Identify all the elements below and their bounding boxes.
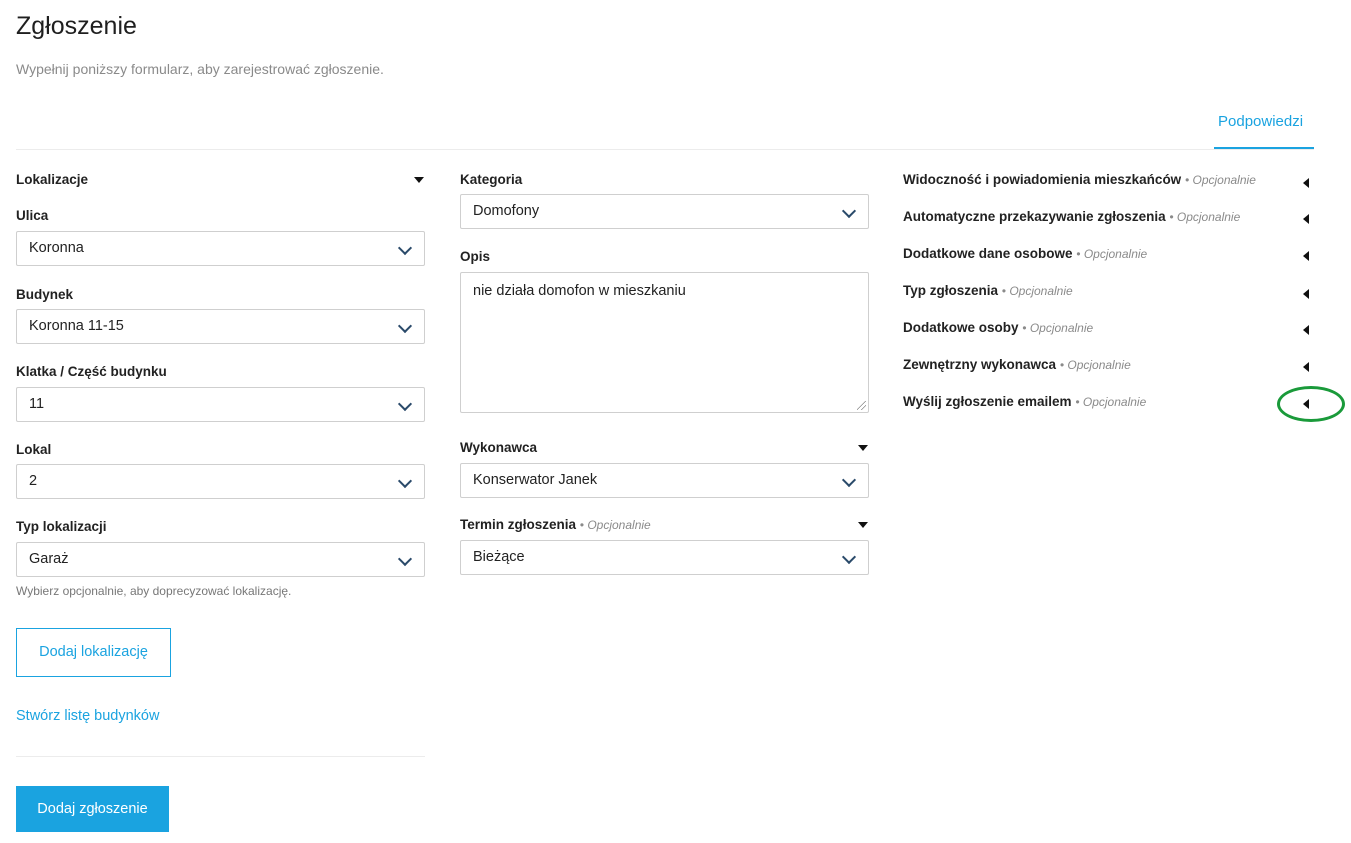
deadline-value: Bieżące [473,549,525,565]
locations-collapse-icon[interactable] [414,177,424,183]
street-select[interactable] [16,231,425,266]
chevron-down-icon [398,241,412,255]
expand-caret-icon[interactable] [1303,251,1309,261]
deadline-collapse-icon[interactable] [858,522,868,528]
expand-caret-icon[interactable] [1303,325,1309,335]
expand-caret-icon[interactable] [1303,362,1309,372]
section-label: Automatyczne przekazywanie zgłoszenia [903,209,1166,224]
unit-select[interactable] [16,464,425,499]
optional-tag: • Opcjonalnie [1184,173,1256,187]
building-value: Koronna 11-15 [29,318,124,334]
create-building-list-link[interactable]: Stwórz listę budynków [16,708,160,724]
section-additional-personal-data[interactable] [903,246,1147,261]
location-type-hint: Wybierz opcjonalnie, aby doprecyzować lokalizację. [16,584,292,598]
add-report-button[interactable]: Dodaj zgłoszenie [16,786,169,832]
chevron-down-icon [842,204,856,218]
expand-caret-icon[interactable] [1303,214,1309,224]
deadline-select[interactable] [460,540,869,575]
section-label: Zewnętrzny wykonawca [903,357,1057,372]
section-label: Widoczność i powiadomienia mieszkańców [903,172,1182,187]
street-label: Ulica [16,208,49,223]
locations-section-label: Lokalizacje [16,172,89,187]
description-textarea[interactable] [460,272,869,413]
chevron-down-icon [398,397,412,411]
category-value: Domofony [473,203,540,219]
staircase-value: 11 [29,396,45,412]
contractor-select[interactable] [460,463,869,498]
description-label: Opis [460,249,491,264]
unit-value: 2 [29,473,38,489]
staircase-label: Klatka / Część budynku [16,364,167,379]
category-label: Kategoria [460,172,523,187]
unit-label: Lokal [16,442,52,457]
optional-tag: • Opcjonalnie [1022,321,1094,335]
street-value: Koronna [29,240,84,256]
contractor-label: Wykonawca [460,440,538,455]
expand-caret-icon[interactable] [1303,178,1309,188]
optional-tag: • Opcjonalnie [1001,284,1073,298]
chevron-down-icon [842,473,856,487]
location-type-label: Typ lokalizacji [16,519,107,534]
section-additional-people[interactable] [903,320,1093,335]
tab-hints-underline [1214,147,1314,149]
page-title: Zgłoszenie [16,12,137,40]
section-send-email[interactable] [903,394,1146,409]
deadline-label-text: Termin zgłoszenia [460,517,577,532]
category-select[interactable] [460,194,869,229]
chevron-down-icon [398,552,412,566]
optional-tag: • Opcjonalnie [1169,210,1241,224]
optional-tag: • Opcjonalnie [1076,247,1148,261]
description-value: nie działa domofon w mieszkaniu [473,283,686,299]
add-location-button[interactable]: Dodaj lokalizację [16,628,171,677]
deadline-optional-tag: • Opcjonalnie [579,518,651,532]
page-subtitle: Wypełnij poniższy formularz, aby zarejestrować zgłoszenie. [16,61,384,77]
contractor-value: Konserwator Janek [473,472,598,488]
header-divider [16,149,1314,150]
tab-hints[interactable]: Podpowiedzi [1218,113,1304,130]
section-label: Wyślij zgłoszenie emailem [903,394,1072,409]
building-select[interactable] [16,309,425,344]
section-auto-forwarding[interactable] [903,209,1240,224]
chevron-down-icon [842,550,856,564]
building-label: Budynek [16,287,74,302]
chevron-down-icon [398,474,412,488]
resize-handle-icon[interactable] [857,401,866,410]
section-visibility[interactable] [903,172,1256,187]
staircase-select[interactable] [16,387,425,422]
section-label: Dodatkowe dane osobowe [903,246,1073,261]
deadline-label [460,517,651,532]
section-external-contractor[interactable] [903,357,1131,372]
highlight-annotation [1277,386,1345,422]
contractor-collapse-icon[interactable] [858,445,868,451]
expand-caret-icon[interactable] [1303,289,1309,299]
actions-divider [16,756,425,757]
chevron-down-icon [398,319,412,333]
section-label: Dodatkowe osoby [903,320,1019,335]
optional-tag: • Opcjonalnie [1059,358,1131,372]
section-report-type[interactable] [903,283,1073,298]
location-type-select[interactable] [16,542,425,577]
location-type-value: Garaż [29,551,69,567]
section-label: Typ zgłoszenia [903,283,999,298]
optional-tag: • Opcjonalnie [1075,395,1147,409]
